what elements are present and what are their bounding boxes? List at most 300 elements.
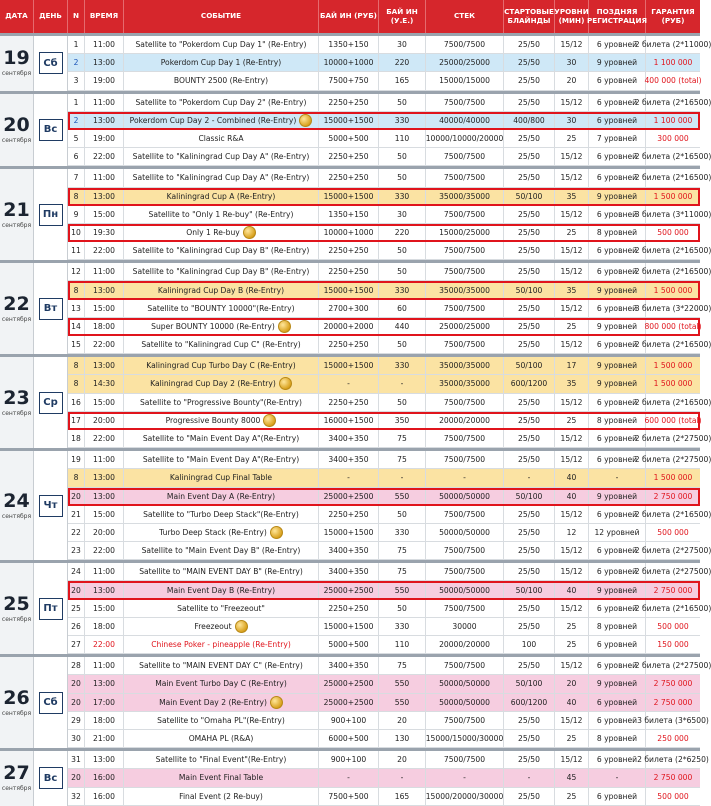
cell-event [124,430,319,447]
header-day: ДЕНЬ [34,0,68,33]
bounty-coin-icon [299,114,312,127]
cell-blinds: 25/50 [504,788,555,805]
day-block [0,560,711,654]
day-date [0,657,34,748]
cell-late-registration: 6 уровней [589,72,646,89]
cell-number: 5 [68,130,85,147]
cell-buyin-rub: 2250+250 [319,336,379,353]
cell-stack: 50000/50000 [426,524,504,541]
cell-blinds: 400/800 [504,112,555,129]
cell-number: 1 [68,36,85,53]
cell-guarantee: 2 билета (2*16500) [634,397,711,407]
day-of-week-label: Вт [39,298,63,320]
cell-late-registration: 6 уровней [589,148,646,165]
cell-time: 13:00 [85,469,124,486]
cell-time: 19:30 [85,224,124,241]
cell-levels: 25 [555,318,589,335]
table-row[interactable] [68,542,711,560]
table-row[interactable] [68,412,700,430]
event-name: Satellite to "MAIN EVENT DAY B" (Re-Entry) [139,567,303,577]
table-row[interactable] [68,148,711,166]
cell-stack: - [426,469,504,486]
cell-stack: 15000/25000 [426,224,504,241]
cell-guarantee: 800 000 (total) [644,321,702,331]
cell-blinds: 50/100 [504,281,555,298]
table-row[interactable] [68,488,700,506]
cell-time: 15:00 [85,394,124,411]
cell-buyin-rub: 3400+350 [319,451,379,468]
cell-stack: 7500/7500 [426,430,504,447]
cell-levels: 15/12 [555,657,589,674]
header-guarantee: ГАРАНТИЯ (РУБ) [651,7,695,25]
cell-number: 28 [68,657,85,674]
cell-levels: 15/12 [555,206,589,223]
cell-guarantee: 250 000 [657,734,689,744]
cell-late-registration: 6 уровней [589,694,646,711]
cell-blinds: 50/100 [504,188,555,205]
cell-number: 6 [68,148,85,165]
cell-levels: 25 [555,730,589,747]
cell-time: 11:00 [85,657,124,674]
cell-stack: 15000/20000/30000 [426,788,504,805]
date-number: 20 [3,113,30,136]
event-rows [68,563,711,654]
cell-time: 13:00 [85,357,124,374]
day-date [0,357,34,448]
cell-time: 22:00 [85,636,124,653]
table-row[interactable] [68,206,711,224]
cell-time: 11:00 [85,563,124,580]
cell-buyin-ue: 550 [379,694,426,711]
event-name: Kaliningrad Cup Day B (Re-Entry) [157,285,285,295]
cell-buyin-rub: 7500+500 [319,788,379,805]
cell-guarantee: 3 билета (3*22000) [634,303,711,313]
cell-number: 32 [68,788,85,805]
cell-guarantee: 500 000 [657,227,689,237]
event-name: Satellite to "Kaliningrad Cup Day B" (Re-Entry) [132,267,310,277]
day-of-week [34,357,68,448]
cell-event [124,54,319,71]
date-number: 22 [3,292,30,315]
cell-blinds: 25/50 [504,412,555,429]
table-header [0,0,700,33]
cell-time: 17:00 [85,694,124,711]
cell-event [124,618,319,635]
cell-event [124,581,319,598]
header-blinds: СТАРТОВЫЕ БЛАЙНДЫ [504,0,555,33]
cell-number: 26 [68,618,85,635]
cell-buyin-ue: 20 [379,751,426,768]
header-number: N [68,0,85,33]
event-name: Satellite to "Pokerdom Cup Day 2" (Re-Entry) [135,97,307,107]
cell-levels: 25 [555,130,589,147]
cell-levels: 40 [555,469,589,486]
table-row[interactable] [68,751,709,769]
date-month: сентября [1,221,32,229]
cell-buyin-ue: 30 [379,36,426,53]
table-row[interactable] [68,394,711,412]
event-name: Satellite to "Main Event Day A"(Re-Entry) [142,455,300,465]
event-name: Progressive Bounty 8000 [165,415,261,425]
cell-buyin-ue: 50 [379,263,426,280]
cell-number: 14 [68,318,85,335]
cell-guarantee: 2 билета (2*27500) [634,546,711,556]
cell-time: 11:00 [85,94,124,111]
event-name: Satellite to "Main Event Day B" (Re-Entry) [141,546,301,556]
cell-event [124,130,319,147]
event-name: Final Event (2 Re-buy) [179,791,263,801]
header-time: ВРЕМЯ [85,0,124,33]
date-number: 25 [3,592,30,615]
day-of-week [34,563,68,654]
cell-stack: 7500/7500 [426,206,504,223]
cell-buyin-rub: 3400+350 [319,430,379,447]
cell-buyin-ue: 110 [379,636,426,653]
cell-blinds: 25/50 [504,451,555,468]
cell-buyin-rub: 5000+500 [319,636,379,653]
cell-late-registration: 6 уровней [589,636,646,653]
cell-guarantee: 2 билета (2*27500) [634,455,711,465]
cell-buyin-ue: 330 [379,281,426,298]
date-number: 19 [3,47,30,70]
cell-number: 18 [68,430,85,447]
header-buyin-rub: БАЙ ИН (РУБ) [319,0,379,33]
cell-guarantee: 2 билета (2*27500) [634,434,711,444]
cell-buyin-rub: 15000+1500 [319,188,379,205]
cell-guarantee: 1 500 000 [653,285,693,295]
cell-late-registration: 9 уровней [589,188,646,205]
cell-guarantee: 2 билета (2*16500) [634,509,711,519]
date-month: сентября [1,409,32,417]
header-event: СОБЫТИЕ [124,0,319,33]
date-number: 21 [3,198,30,221]
cell-buyin-rub: 5000+500 [319,130,379,147]
table-row[interactable] [68,469,700,487]
event-rows [68,451,711,560]
cell-levels: 40 [555,581,589,598]
event-rows [68,169,711,260]
cell-guarantee: 2 750 000 [653,679,693,689]
cell-guarantee: 600 000 (total) [644,415,702,425]
cell-levels: 30 [555,54,589,71]
cell-buyin-rub: 15000+1500 [319,357,379,374]
day-date [0,36,34,91]
table-row[interactable] [68,94,711,112]
cell-number: 3 [68,72,85,89]
event-name: Satellite to "Only 1 Re-buy" (Re-Entry) [148,209,294,219]
cell-number: 9 [68,206,85,223]
day-of-week [34,657,68,748]
cell-levels: 45 [555,769,589,786]
table-row[interactable] [68,336,711,354]
cell-guarantee: 2 750 000 [653,697,693,707]
cell-blinds: 25/50 [504,130,555,147]
cell-levels: 15/12 [555,336,589,353]
cell-buyin-ue: 75 [379,451,426,468]
cell-blinds: 25/50 [504,506,555,523]
cell-stack: 50000/50000 [426,675,504,692]
cell-number: 11 [68,242,85,259]
table-row[interactable] [68,769,700,787]
cell-late-registration: 9 уровней [589,281,646,298]
table-row[interactable] [68,54,700,72]
cell-time: 18:00 [85,318,124,335]
cell-buyin-rub: 1350+150 [319,206,379,223]
cell-number: 17 [68,412,85,429]
day-block [0,91,711,167]
cell-guarantee: 1 500 000 [653,361,693,371]
cell-number: 2 [68,112,85,129]
cell-late-registration: 8 уровней [589,224,646,241]
cell-event [124,488,319,505]
event-name: Satellite to "Freezeout" [177,603,265,613]
cell-number: 27 [68,636,85,653]
event-name: Satellite to "Kaliningrad Cup C" (Re-Entry) [141,340,301,350]
cell-number: 1 [68,94,85,111]
table-row[interactable] [68,581,700,599]
event-name: Satellite to "Progressive Bounty"(Re-Entry) [139,397,303,407]
cell-event [124,72,319,89]
cell-levels: 15/12 [555,600,589,617]
cell-late-registration: 8 уровней [589,730,646,747]
cell-guarantee: 150 000 [657,640,689,650]
cell-time: 18:00 [85,712,124,729]
cell-guarantee: 2 билета (2*16500) [634,267,711,277]
cell-levels: 15/12 [555,751,589,768]
cell-guarantee: 2 билета (2*16500) [634,152,711,162]
table-row[interactable] [68,72,700,90]
cell-event [124,112,319,129]
cell-late-registration: 12 уровней [589,524,646,541]
table-row[interactable] [68,188,700,206]
cell-stack: 50000/50000 [426,581,504,598]
cell-stack: 35000/35000 [426,357,504,374]
cell-buyin-ue: 50 [379,169,426,186]
table-row[interactable] [68,357,700,375]
table-row[interactable] [68,524,700,542]
cell-levels: 15/12 [555,36,589,53]
cell-buyin-rub: 10000+1000 [319,224,379,241]
cell-event [124,469,319,486]
cell-buyin-rub: 900+100 [319,751,379,768]
table-row[interactable] [68,281,700,299]
table-row[interactable] [68,300,711,318]
table-row[interactable] [68,242,711,260]
cell-blinds: 25/50 [504,712,555,729]
table-row[interactable] [68,788,700,806]
cell-number: 22 [68,524,85,541]
cell-late-registration: 6 уровней [589,242,646,259]
cell-event [124,636,319,653]
cell-late-registration: 6 уровней [589,542,646,559]
cell-buyin-rub: 15000+1500 [319,281,379,298]
cell-number: 20 [68,675,85,692]
event-name: Satellite to "MAIN EVENT DAY C" (Re-Entry) [139,661,303,671]
cell-buyin-rub: 25000+2500 [319,581,379,598]
table-row[interactable] [68,430,711,448]
table-row[interactable] [68,675,700,693]
cell-levels: 15/12 [555,712,589,729]
table-row[interactable] [68,112,700,130]
cell-event [124,751,319,768]
cell-blinds: 25/50 [504,54,555,71]
table-row[interactable] [68,712,709,730]
event-name: Satellite to "Main Event Day A"(Re-Entry) [142,434,300,444]
cell-stack: 7500/7500 [426,712,504,729]
date-month: сентября [1,70,32,78]
cell-late-registration: 6 уровней [589,112,646,129]
cell-guarantee: 500 000 [657,621,689,631]
cell-time: 13:00 [85,112,124,129]
cell-buyin-rub: 900+100 [319,712,379,729]
cell-time: 16:00 [85,788,124,805]
table-row[interactable] [68,263,711,281]
table-row[interactable] [68,730,700,748]
cell-stack: 7500/7500 [426,242,504,259]
cell-blinds: 25/50 [504,36,555,53]
cell-time: 20:00 [85,524,124,541]
cell-buyin-rub: 2250+250 [319,394,379,411]
date-month: сентября [1,615,32,623]
cell-buyin-rub: 2250+250 [319,263,379,280]
table-row[interactable] [68,169,711,187]
event-name: OMAHA PL (R&A) [188,734,254,744]
table-row[interactable] [68,694,700,712]
table-row[interactable] [68,318,700,336]
cell-buyin-rub: 10000+1000 [319,54,379,71]
cell-buyin-rub: 3400+350 [319,542,379,559]
cell-buyin-ue: 330 [379,357,426,374]
cell-late-registration: 9 уровней [589,488,646,505]
event-name: Satellite to "Kaliningrad Cup Day B" (Re-Entry) [132,246,310,256]
cell-late-registration: 6 уровней [589,336,646,353]
table-row[interactable] [68,563,711,581]
cell-event [124,224,319,241]
cell-buyin-rub: 2700+300 [319,300,379,317]
cell-blinds: 25/50 [504,206,555,223]
event-rows [68,36,711,91]
date-number: 23 [3,386,30,409]
cell-event [124,694,319,711]
day-of-week [34,451,68,560]
table-row[interactable] [68,375,700,393]
cell-late-registration: 9 уровней [589,357,646,374]
cell-event [124,242,319,259]
date-number: 24 [3,489,30,512]
cell-time: 13:00 [85,488,124,505]
cell-number: 20 [68,694,85,711]
cell-late-registration: 6 уровней [589,506,646,523]
event-name: Satellite to "Final Event"(Re-Entry) [155,755,287,765]
cell-buyin-ue: 50 [379,94,426,111]
table-row[interactable] [68,451,711,469]
table-row[interactable] [68,636,700,654]
table-row[interactable] [68,600,711,618]
cell-buyin-rub: - [319,469,379,486]
cell-blinds: 25/50 [504,524,555,541]
cell-guarantee: 300 000 [657,134,689,144]
cell-levels: 20 [555,675,589,692]
cell-event [124,600,319,617]
header-levels: УРОВНИ (МИН) [555,0,589,33]
cell-blinds: 50/100 [504,675,555,692]
cell-time: 16:00 [85,769,124,786]
table-row[interactable] [68,618,700,636]
header-buyin-ue: БАЙ ИН (У.Е.) [379,0,426,33]
table-row[interactable] [68,130,700,148]
day-date [0,751,34,806]
cell-buyin-ue: 20 [379,712,426,729]
cell-guarantee: 2 билета (2*16500) [634,246,711,256]
cell-blinds: 25/50 [504,600,555,617]
cell-blinds: 25/50 [504,300,555,317]
cell-stack: 15000/15000/30000 [426,730,504,747]
cell-blinds: 600/1200 [504,375,555,392]
cell-buyin-ue: 50 [379,148,426,165]
cell-guarantee: 3 билета (3*6500) [637,715,709,725]
event-name: Freezeout [194,621,232,631]
cell-levels: 15/12 [555,563,589,580]
cell-late-registration: 9 уровней [589,318,646,335]
cell-time: 15:00 [85,300,124,317]
cell-blinds: 100 [504,636,555,653]
day-date [0,169,34,260]
cell-stack: 35000/35000 [426,281,504,298]
cell-event [124,769,319,786]
cell-guarantee: 2 билета (2*11000) [634,40,711,50]
cell-buyin-ue: 550 [379,581,426,598]
cell-late-registration: 6 уровней [589,600,646,617]
cell-buyin-rub: 16000+1500 [319,412,379,429]
cell-buyin-ue: 165 [379,788,426,805]
cell-time: 13:00 [85,751,124,768]
day-of-week [34,751,68,806]
table-row[interactable] [68,506,711,524]
cell-buyin-rub: 1350+150 [319,36,379,53]
header-date: ДАТА [0,0,34,33]
cell-number: 8 [68,188,85,205]
date-month: сентября [1,512,32,520]
cell-late-registration: 8 уровней [589,412,646,429]
cell-late-registration: 6 уровней [589,394,646,411]
cell-buyin-ue: 440 [379,318,426,335]
day-of-week-label: Пт [39,598,63,620]
cell-stack: 25000/25000 [426,54,504,71]
table-row[interactable] [68,224,700,242]
cell-event [124,451,319,468]
cell-guarantee: 400 000 (total) [644,76,702,86]
cell-guarantee: 2 билета (2*27500) [634,661,711,671]
cell-buyin-rub: 15000+1500 [319,618,379,635]
event-name: Kaliningrad Cup Day 2 (Re-Entry) [150,379,276,389]
cell-guarantee: 2 750 000 [653,585,693,595]
day-block [0,354,711,448]
cell-number: 8 [68,375,85,392]
cell-buyin-rub: 3400+350 [319,657,379,674]
table-row[interactable] [68,657,711,675]
cell-levels: 25 [555,224,589,241]
cell-time: 13:00 [85,581,124,598]
cell-buyin-ue: 110 [379,130,426,147]
cell-stack: 7500/7500 [426,542,504,559]
cell-levels: 30 [555,112,589,129]
event-name: Satellite to "BOUNTY 10000"(Re-Entry) [147,303,295,313]
cell-time: 14:30 [85,375,124,392]
cell-time: 11:00 [85,263,124,280]
cell-late-registration: 6 уровней [589,36,646,53]
table-row[interactable] [68,36,711,54]
day-block [0,654,711,748]
